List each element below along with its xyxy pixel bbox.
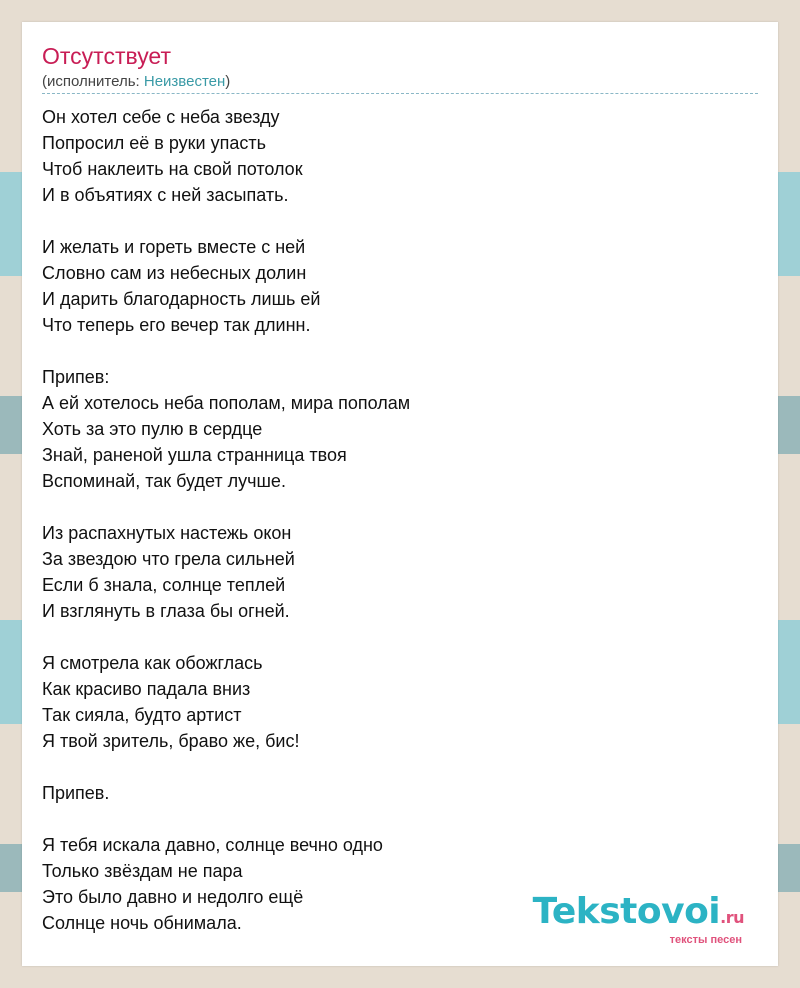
title-divider bbox=[42, 93, 758, 94]
logo-tagline: тексты песен bbox=[669, 934, 742, 946]
chorus-label: Припев. bbox=[42, 783, 110, 803]
stanza bbox=[42, 650, 742, 754]
stanza bbox=[42, 780, 742, 806]
lyric-line: Что теперь его вечер так длинн. bbox=[42, 315, 311, 335]
logo-tld: .ru bbox=[720, 908, 744, 927]
lyric-line: Знай, раненой ушла странница твоя bbox=[42, 445, 347, 465]
stanza bbox=[42, 234, 742, 338]
lyric-line: И желать и гореть вместе с ней bbox=[42, 237, 306, 257]
lyrics-text bbox=[42, 104, 742, 962]
lyric-line: Так сияла, будто артист bbox=[42, 705, 242, 725]
song-title: Отсутствует bbox=[42, 43, 171, 69]
lyric-line: Если б знала, солнце теплей bbox=[42, 575, 286, 595]
lyric-line: Солнце ночь обнимала. bbox=[42, 913, 242, 933]
logo-wordmark bbox=[532, 891, 744, 936]
logo-name: Tekstovoi bbox=[532, 891, 721, 932]
lyric-line: Я твой зритель, браво же, бис! bbox=[42, 731, 300, 751]
lyric-line: И в объятиях с ней засыпать. bbox=[42, 185, 289, 205]
lyric-line: За звездою что грела сильней bbox=[42, 549, 295, 569]
lyric-line: А ей хотелось неба пополам, мира пополам bbox=[42, 393, 411, 413]
lyric-line: Я тебя искала давно, солнце вечно одно bbox=[42, 835, 383, 855]
artist-suffix: ) bbox=[225, 73, 231, 90]
lyric-line: Чтоб наклеить на свой потолок bbox=[42, 159, 303, 179]
lyric-line: Словно сам из небесных долин bbox=[42, 263, 307, 283]
artist-link[interactable]: Неизвестен bbox=[143, 73, 226, 90]
stanza bbox=[42, 104, 742, 208]
lyric-line: Как красиво падала вниз bbox=[42, 679, 251, 699]
lyric-line: И дарить благодарность лишь ей bbox=[42, 289, 321, 309]
lyric-line: И взглянуть в глаза бы огней. bbox=[42, 601, 290, 621]
artist-prefix: (исполнитель: bbox=[42, 73, 144, 90]
chorus-label: Припев: bbox=[42, 367, 110, 387]
lyric-line: Из распахнутых настежь окон bbox=[42, 523, 292, 543]
lyric-line: Я смотрела как обожглась bbox=[42, 653, 263, 673]
stanza bbox=[42, 364, 742, 494]
lyrics-card bbox=[22, 22, 778, 966]
lyric-line: Он хотел себе с неба звезду bbox=[42, 107, 280, 127]
lyric-line: Это было давно и недолго ещё bbox=[42, 887, 304, 907]
lyric-line: Попросил её в руки упасть bbox=[42, 133, 266, 153]
lyric-line: Только звёздам не пара bbox=[42, 861, 243, 881]
artist-line bbox=[42, 72, 230, 92]
site-logo[interactable] bbox=[532, 891, 744, 946]
stanza bbox=[42, 520, 742, 624]
lyric-line: Хоть за это пулю в сердце bbox=[42, 419, 263, 439]
lyric-line: Вспоминай, так будет лучше. bbox=[42, 471, 286, 491]
